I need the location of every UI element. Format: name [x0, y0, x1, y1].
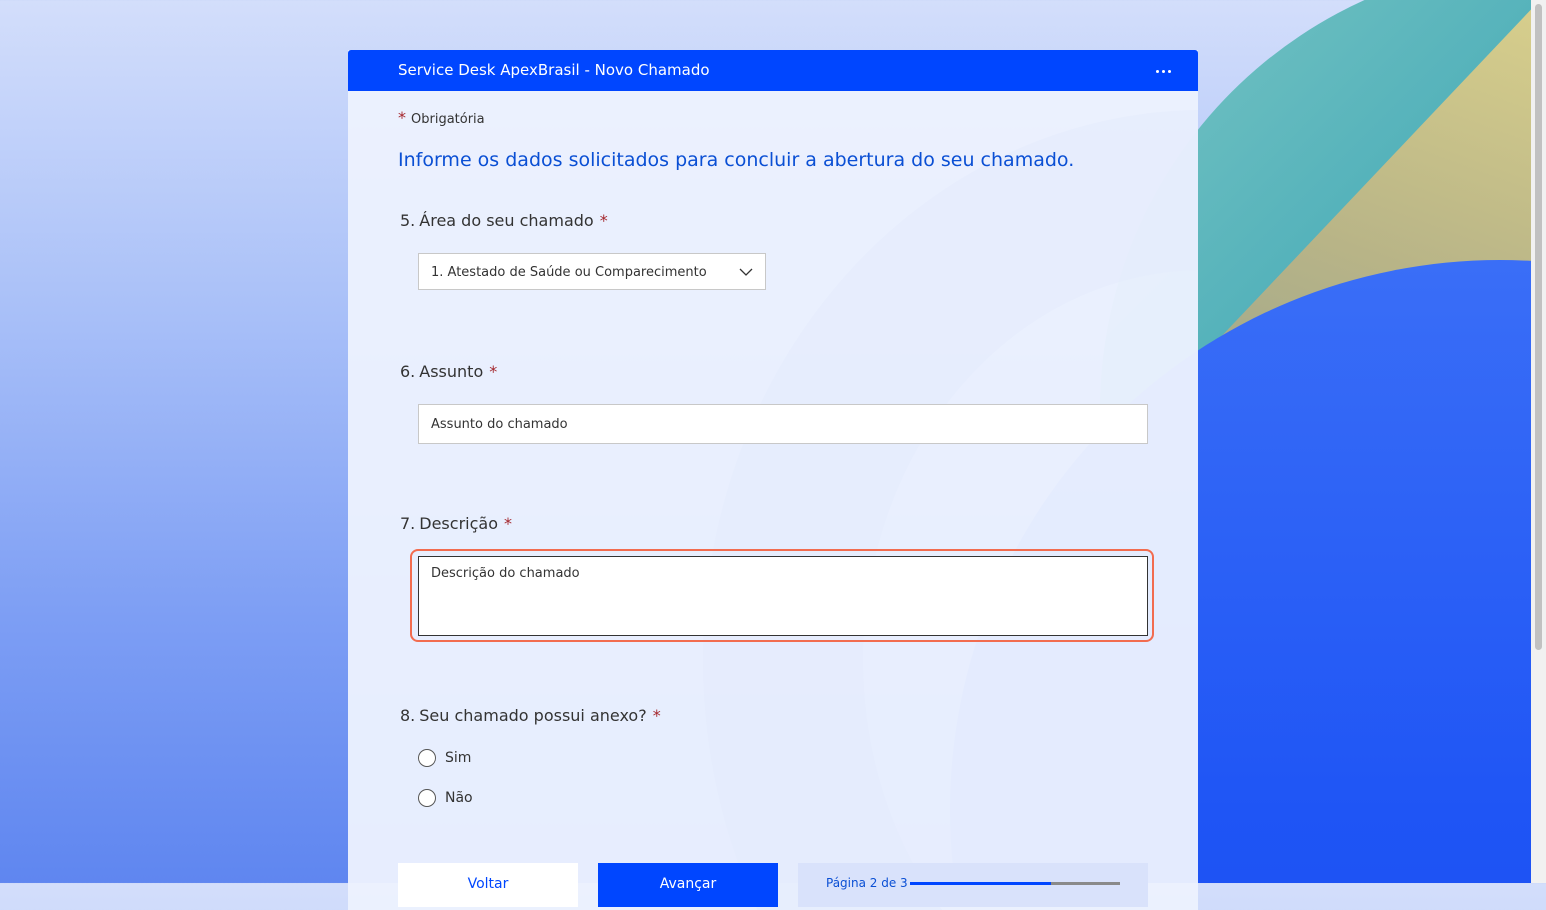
progress-fill	[910, 882, 1051, 885]
form-header	[348, 50, 1198, 91]
question-number: 8.	[400, 706, 416, 725]
page-indicator: Página 2 de 3	[826, 876, 908, 890]
dot-icon	[1156, 70, 1159, 73]
next-button[interactable]: Avançar	[598, 863, 778, 907]
form-card	[348, 50, 1198, 910]
chevron-down-icon	[739, 265, 753, 279]
progress-track	[910, 882, 1120, 885]
page-scrollbar[interactable]	[1531, 0, 1546, 883]
dot-icon	[1162, 70, 1165, 73]
radio-button[interactable]	[418, 789, 436, 807]
description-textarea[interactable]	[418, 556, 1148, 636]
page-progress	[798, 863, 1148, 907]
question-label: Descrição	[419, 514, 498, 533]
question-7-title	[400, 514, 512, 533]
question-label: Seu chamado possui anexo?	[419, 706, 647, 725]
question-label: Área do seu chamado	[419, 211, 594, 230]
area-dropdown[interactable]	[418, 253, 766, 290]
back-button[interactable]: Voltar	[398, 863, 578, 907]
required-star: *	[503, 514, 512, 533]
scrollbar-thumb[interactable]	[1535, 4, 1542, 650]
question-number: 6.	[400, 362, 416, 381]
required-star: *	[489, 362, 498, 381]
radio-label: Sim	[445, 750, 472, 766]
radio-option-sim[interactable]	[418, 749, 471, 767]
radio-option-nao[interactable]	[418, 789, 473, 807]
radio-label: Não	[445, 790, 473, 806]
required-star: *	[398, 108, 406, 127]
radio-button[interactable]	[418, 749, 436, 767]
dot-icon	[1168, 70, 1171, 73]
question-number: 7.	[400, 514, 416, 533]
question-label: Assunto	[419, 362, 484, 381]
required-star: *	[599, 211, 608, 230]
question-8-title	[400, 706, 661, 725]
required-note	[398, 108, 485, 127]
more-options-button[interactable]	[1150, 58, 1176, 84]
question-number: 5.	[400, 211, 416, 230]
dropdown-selected-value: 1. Atestado de Saúde ou Comparecimento	[431, 265, 707, 280]
question-6-title	[400, 362, 497, 381]
form-title: Service Desk ApexBrasil - Novo Chamado	[398, 61, 710, 79]
card-background-arc	[703, 110, 1198, 910]
required-star: *	[652, 706, 661, 725]
subject-input[interactable]	[418, 404, 1148, 444]
required-note-text: Obrigatória	[411, 112, 485, 127]
form-intro: Informe os dados solicitados para concluir a abertura do seu chamado.	[398, 149, 1075, 171]
question-5-title	[400, 211, 608, 230]
